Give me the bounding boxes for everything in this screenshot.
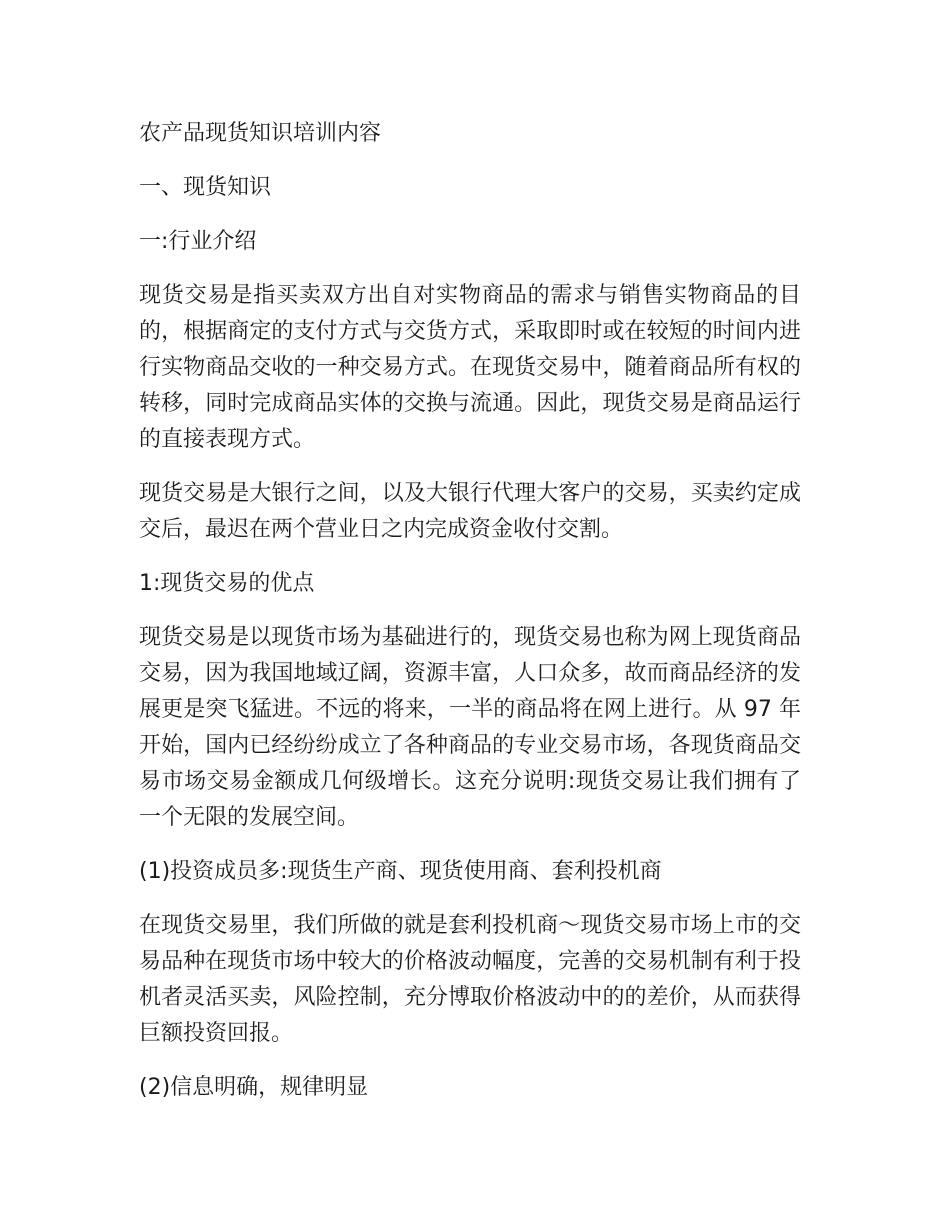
point-heading-investors: (1)投资成员多:现货生产商、现货使用商、套利投机商	[139, 859, 662, 884]
document-body	[139, 116, 801, 1124]
section-heading-spot-knowledge: 一、现货知识	[139, 175, 272, 200]
paragraph-bank-trading: 现货交易是大银行之间，以及大银行代理大客户的交易，买卖约定成交后，最迟在两个营业日之内完成资金收付交割。	[139, 481, 801, 542]
point-heading-information: (2)信息明确，规律明显	[139, 1075, 369, 1100]
document-title: 农产品现货知识培训内容	[139, 121, 382, 146]
subsection-heading-industry-intro: 一:行业介绍	[139, 229, 257, 254]
paragraph-arbitrage: 在现货交易里，我们所做的就是套利投机商～现货交易市场上市的交易品种在现货市场中较大的价格波动幅度，完善的交易机制有利于投机者灵活买卖，风险控制，充分博取价格波动中的的差价，从而获得巨额投资回报。	[139, 913, 801, 1046]
subsection-heading-advantages: 1:现货交易的优点	[139, 571, 315, 596]
paragraph-spot-trading-definition: 现货交易是指买卖双方出自对实物商品的需求与销售实物商品的目的，根据商定的支付方式与交货方式，采取即时或在较短的时间内进行实物商品交收的一种交易方式。在现货交易中，随着商品所有权的转移，同时完成商品实体的交换与流通。因此，现货交易是商品运行的直接表现方式。	[139, 283, 801, 452]
paragraph-market-development: 现货交易是以现货市场为基础进行的，现货交易也称为网上现货商品交易，因为我国地域辽阔，资源丰富，人口众多，故而商品经济的发展更是突飞猛进。不远的将来，一半的商品将在网上进行。从 97 年开始，国内已经纷纷成立了各种商品的专业交易市场，各现货商品交易市场交易金额成几何级增长。这充分说明:现货交易让我们拥有了一个无限的发展空间。	[139, 625, 801, 830]
